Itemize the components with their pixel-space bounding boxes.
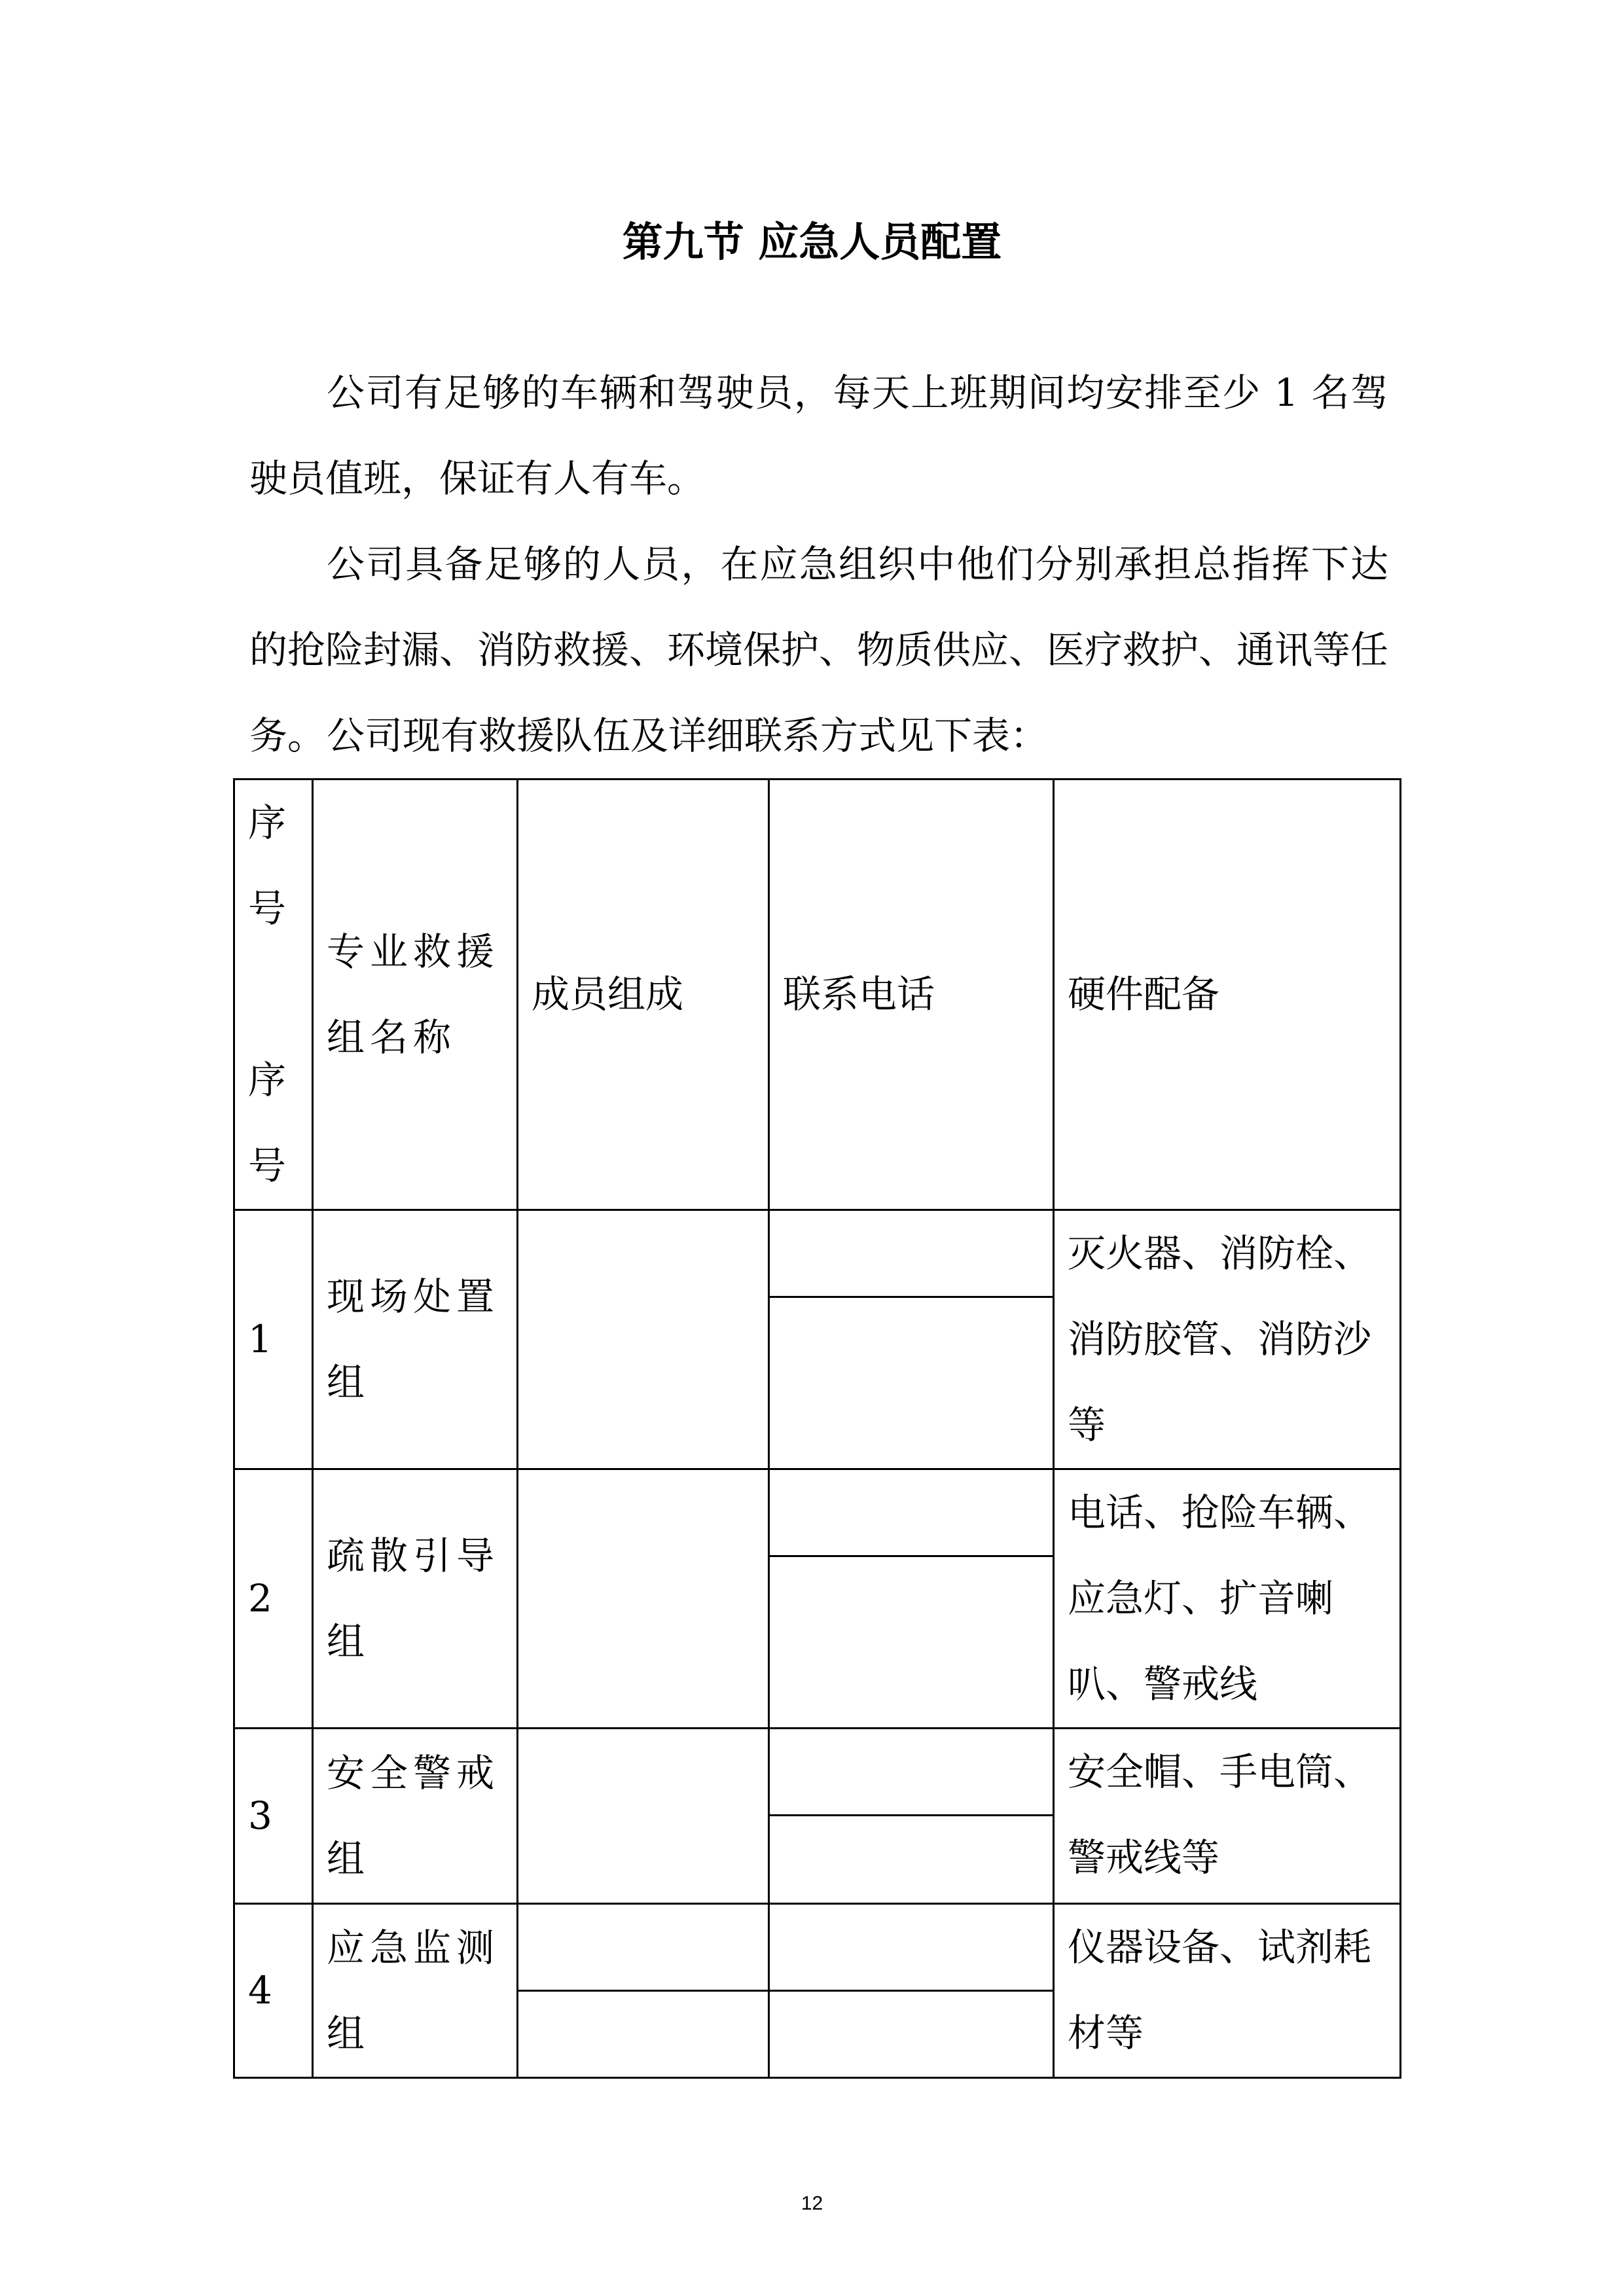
cell-group: 安全警戒组 <box>313 1729 518 1904</box>
cell-group: 疏散引导组 <box>313 1469 518 1729</box>
table-header-row <box>234 780 1401 1210</box>
cell-equipment: 电话、抢险车辆、应急灯、扩音喇叭、警戒线 <box>1054 1469 1401 1729</box>
cell-members <box>518 1991 769 2078</box>
header-seq-line: 号 <box>248 886 287 931</box>
cell-equipment: 灭火器、消防栓、消防胶管、消防沙等 <box>1054 1210 1401 1469</box>
paragraph-vehicles: 公司有足够的车辆和驾驶员，每天上班期间均安排至少 1 名驾驶员值班，保证有人有车。 <box>249 370 1388 501</box>
cell-equipment: 仪器设备、试剂耗材等 <box>1054 1904 1401 2078</box>
paragraph-table-intro: 公司现有救援队伍及详细联系方式见下表： <box>327 713 1049 758</box>
cell-phone <box>769 1556 1054 1729</box>
cell-members <box>518 1904 769 1991</box>
cell-phone <box>769 1729 1054 1816</box>
header-seq-line: 序 <box>248 800 287 845</box>
header-seq <box>234 780 313 1210</box>
paragraph-personnel: 公司具备足够的人员，在应急组织中他们分别承担总指挥下达的抢险封漏、消防救援、环境保护、物质供应、医疗救护、通讯等任务。 <box>249 542 1389 758</box>
page-number: 12 <box>801 2193 823 2214</box>
header-members: 成员组成 <box>518 780 769 1210</box>
cell-phone <box>769 1816 1054 1904</box>
cell-seq: 4 <box>234 1904 313 2078</box>
header-seq-line: 序 <box>248 1058 287 1102</box>
cell-seq: 1 <box>234 1210 313 1469</box>
cell-seq: 3 <box>234 1729 313 1904</box>
rescue-team-table <box>233 778 1401 2079</box>
cell-group: 应急监测组 <box>313 1904 518 2078</box>
table-row <box>234 1210 1401 1297</box>
cell-members <box>518 1729 769 1904</box>
header-phone: 联系电话 <box>769 780 1054 1210</box>
cell-phone <box>769 1297 1054 1469</box>
cell-phone <box>769 1469 1054 1556</box>
table-row <box>234 1904 1401 1991</box>
cell-equipment: 安全帽、手电筒、警戒线等 <box>1054 1729 1401 1904</box>
table-row <box>234 1729 1401 1816</box>
header-group: 专业救援组名称 <box>313 780 518 1210</box>
cell-phone <box>769 1991 1054 2078</box>
header-equipment: 硬件配备 <box>1054 780 1401 1210</box>
header-seq-line: 号 <box>248 1143 287 1188</box>
cell-seq: 2 <box>234 1469 313 1729</box>
cell-phone <box>769 1904 1054 1991</box>
cell-members <box>518 1469 769 1729</box>
cell-members <box>518 1210 769 1469</box>
cell-group: 现场处置组 <box>313 1210 518 1469</box>
cell-phone <box>769 1210 1054 1297</box>
section-title: 第九节 应急人员配置 <box>622 218 1002 266</box>
table-row <box>234 1469 1401 1556</box>
